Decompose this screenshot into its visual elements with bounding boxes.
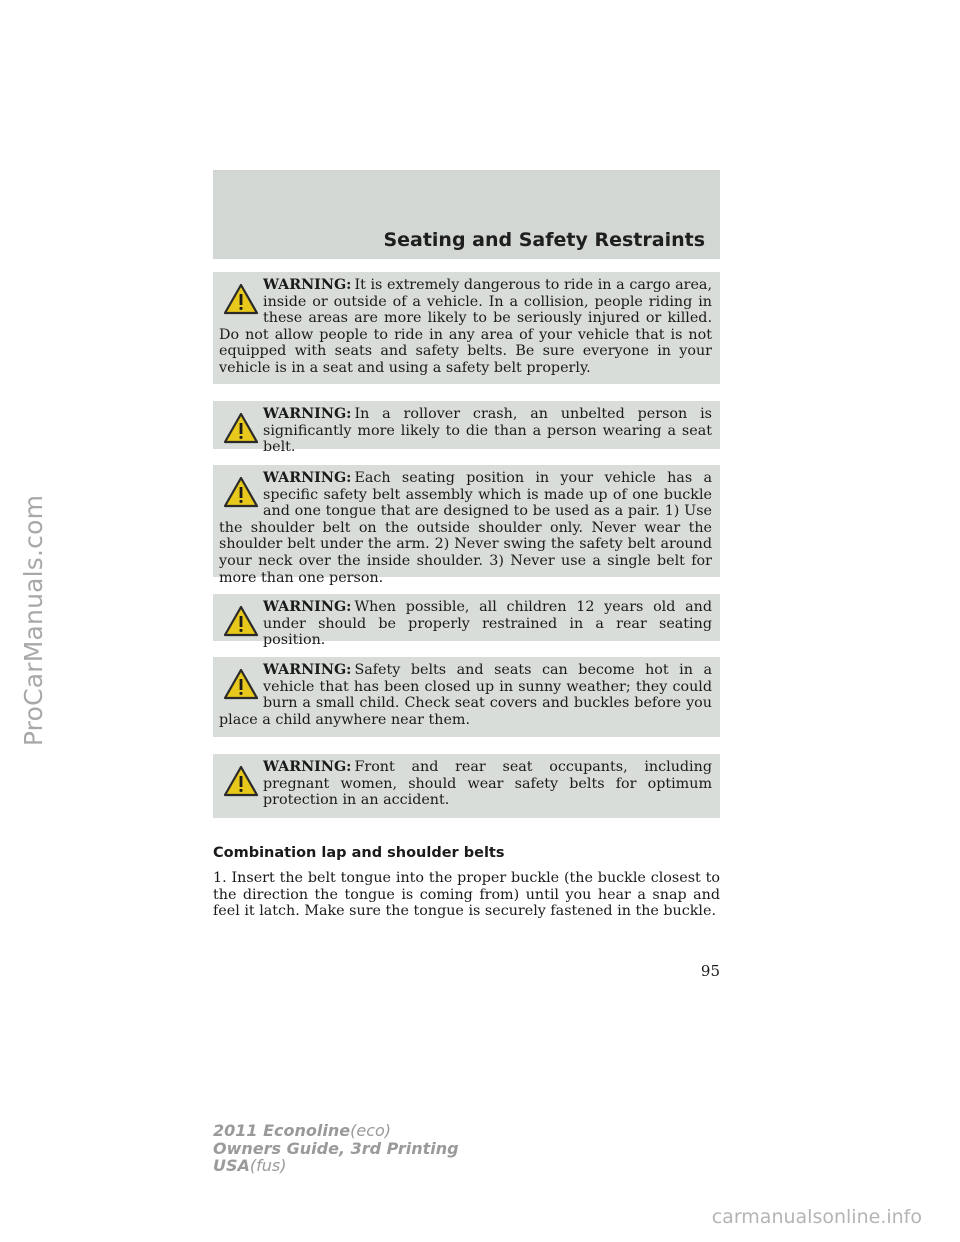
warning-text: Front and rear seat occupants, including pregnant women, should wear safety belts for optimum protection in an accident. [263, 759, 712, 809]
body-paragraph: 1. Insert the belt tongue into the proper buckle (the buckle closest to the direction the tongue is coming from) until you hear a snap and feel it latch. Make sure the tongue is securely fastened in the buckle. [213, 870, 720, 920]
footer-line-market [213, 1157, 459, 1175]
warning-box-rollover [213, 401, 720, 456]
section-heading: Combination lap and shoulder belts [213, 845, 505, 861]
warning-triangle-icon [223, 764, 259, 798]
warning-box-hot-belts [213, 657, 720, 737]
warning-label: WARNING: [263, 406, 352, 422]
footer-line-guide [213, 1140, 459, 1158]
warning-text: It is extremely dangerous to ride in a cargo area, inside or outside of a vehicle. In a collision, people riding in these areas are more likely to be seriously injured or killed. Do not allow people to ride in any area of your vehicle that is not equipped with seats and safety belts. Be sure everyone in your vehicle is in a seat and using a safety belt properly. [219, 277, 712, 376]
warning-box-children [213, 594, 720, 649]
warning-box-pregnant-occupants [213, 754, 720, 818]
section-title: Seating and Safety Restraints [383, 229, 705, 251]
warning-text: Each seating position in your vehicle has a specific safety belt assembly which is made up of one buckle and one tongue that are designed to be used as a pair. 1) Use the shoulder belt on the outside shoulder only. Never wear the shoulder belt under the arm. 2) Never swing the safety belt around your neck over the inside shoulder. 3) Never use a single belt for more than one person. [219, 470, 712, 586]
warning-text: Safety belts and seats can become hot in a vehicle that has been closed up in sunny weather; they could burn a small child. Check seat covers and buckles before you place a child anywhere near them. [219, 662, 712, 728]
page-number: 95 [700, 962, 720, 980]
warning-triangle-icon [223, 667, 259, 701]
section-header-band [213, 170, 720, 259]
warning-text: In a rollover crash, an unbelted person is significantly more likely to die than a person wearing a seat belt. [263, 406, 712, 456]
warning-triangle-icon [223, 411, 259, 445]
footer-model-code: (eco) [350, 1121, 392, 1140]
footer-guide: Owners Guide, 3rd Printing [213, 1138, 459, 1158]
side-watermark-text: ProCarManuals.com [19, 494, 49, 746]
warning-box-cargo-area [213, 272, 720, 384]
warning-label: WARNING: [263, 662, 352, 678]
warning-label: WARNING: [263, 470, 352, 486]
warning-label: WARNING: [263, 759, 352, 775]
footer-line-model [213, 1122, 459, 1140]
footer-market-code: (fus) [249, 1156, 287, 1175]
warning-box-seating-position [213, 465, 720, 586]
warning-text: When possible, all children 12 years old and under should be properly restrained in a rear seating position. [263, 599, 712, 649]
warning-triangle-icon [223, 604, 259, 638]
warning-triangle-icon [223, 475, 259, 509]
bottom-watermark: carmanualsonline.info [711, 1206, 922, 1228]
footer-printing-info [213, 1122, 459, 1175]
footer-model: 2011 Econoline [213, 1121, 351, 1140]
side-watermark [6, 340, 62, 900]
warning-triangle-icon [223, 282, 259, 316]
warning-label: WARNING: [263, 277, 352, 293]
footer-market: USA [213, 1156, 250, 1175]
warning-label: WARNING: [263, 599, 352, 615]
